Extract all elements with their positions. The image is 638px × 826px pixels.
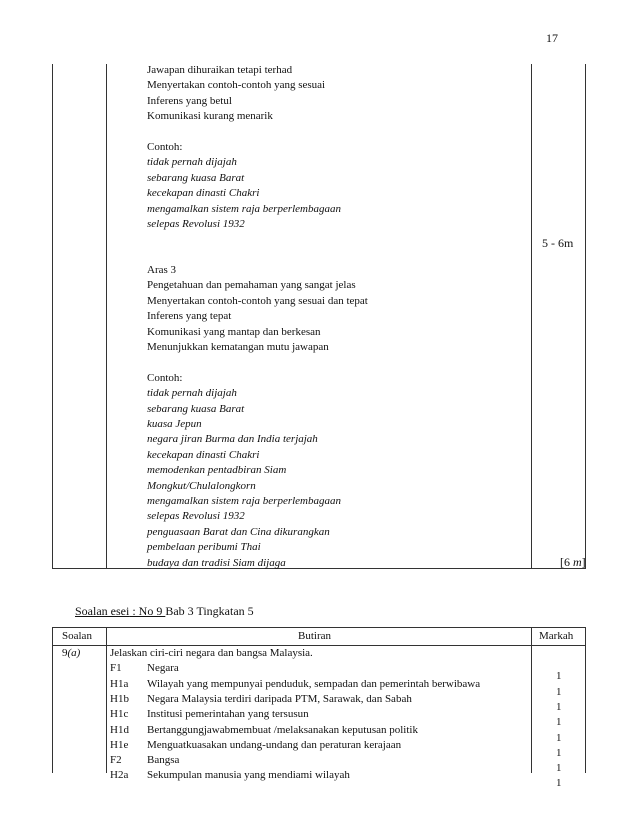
blank-line bbox=[147, 355, 368, 370]
lower-table-col-divider-1 bbox=[106, 627, 107, 773]
row-mark: 1 bbox=[556, 670, 562, 683]
content-line: Menunjukkan kematangan mutu jawapan bbox=[147, 341, 329, 354]
content-line: Jawapan dihuraikan tetapi terhad bbox=[147, 64, 293, 76]
row-text: Wilayah yang mempunyai penduduk, sempadan dan pemerintah berwibawa bbox=[147, 677, 481, 690]
content-line: Komunikasi kurang menarik bbox=[147, 110, 273, 123]
blank-line bbox=[147, 248, 368, 263]
content-line: Pengetahuan dan pemahaman yang sangat jelas bbox=[147, 279, 356, 292]
row-code: F1 bbox=[110, 662, 122, 675]
content-line: Aras 3 bbox=[147, 264, 177, 277]
question-prompt: Jelaskan ciri-ciri negara dan bangsa Malaysia. bbox=[110, 647, 313, 659]
content-line: selepas Revolusi 1932 bbox=[147, 510, 245, 523]
lower-table-left-border bbox=[52, 627, 53, 773]
mark-total-prefix: [6 bbox=[560, 555, 573, 569]
row-text: Negara Malaysia terdiri daripada PTM, Sarawak, dan Sabah bbox=[147, 692, 412, 705]
content-line: kecekapan dinasti Chakri bbox=[147, 187, 260, 200]
content-line: tidak pernah dijajah bbox=[147, 387, 237, 400]
row-mark: 1 bbox=[556, 716, 562, 729]
content-line: mengamalkan sistem raja berperlembagaan bbox=[147, 202, 342, 215]
row-text: Sekumpulan manusia yang mendiami wilayah bbox=[147, 769, 350, 782]
row-code: H1a bbox=[110, 677, 129, 690]
content-line: negara jiran Burma dan India terjajah bbox=[147, 433, 318, 446]
upper-table-right-border bbox=[585, 64, 586, 569]
lower-table-right-border bbox=[585, 627, 586, 773]
content-line: sebarang kuasa Barat bbox=[147, 171, 245, 184]
row-code: H1c bbox=[110, 708, 129, 721]
upper-table-content bbox=[147, 63, 368, 571]
content-line: budaya dan tradisi Siam dijaga bbox=[147, 556, 286, 569]
upper-table-col-divider-2 bbox=[531, 64, 532, 569]
content-line: sebarang kuasa Barat bbox=[147, 402, 245, 415]
content-line: Menyertakan contoh-contoh yang sesuai dan tepat bbox=[147, 294, 368, 307]
content-line: memodenkan pentadbiran Siam bbox=[147, 464, 287, 477]
header-butiran: Butiran bbox=[298, 630, 331, 642]
content-line: kuasa Jepun bbox=[147, 417, 202, 430]
mark-range: 5 - 6m bbox=[542, 236, 574, 250]
question-number bbox=[62, 647, 80, 659]
section-title-label: Soalan esei bbox=[75, 604, 130, 618]
content-line: tidak pernah dijajah bbox=[147, 156, 237, 169]
content-line: mengamalkan sistem raja berperlembagaan bbox=[147, 494, 342, 507]
header-soalan: Soalan bbox=[62, 630, 92, 642]
row-code: H1d bbox=[110, 723, 129, 736]
section-title bbox=[75, 604, 254, 619]
content-line: pembelaan peribumi Thai bbox=[147, 541, 261, 554]
content-line: selepas Revolusi 1932 bbox=[147, 217, 245, 230]
row-text: Bangsa bbox=[147, 754, 180, 767]
upper-table-left-border bbox=[52, 64, 53, 569]
row-code: F2 bbox=[110, 754, 122, 767]
section-title-rest: Bab 3 Tingkatan 5 bbox=[165, 604, 254, 618]
content-line: Inferens yang tepat bbox=[147, 310, 232, 323]
mark-total-suffix: ] bbox=[581, 555, 586, 569]
mark-total-unit: m bbox=[573, 555, 582, 569]
content-line: Contoh: bbox=[147, 371, 183, 384]
content-line: Komunikasi yang mantap dan berkesan bbox=[147, 325, 321, 338]
page-number: 17 bbox=[546, 31, 558, 45]
content-line: kecekapan dinasti Chakri bbox=[147, 448, 260, 461]
section-title-number: : No 9 bbox=[129, 604, 166, 618]
question-number-value: 9 bbox=[62, 647, 68, 659]
lower-table-top-border bbox=[52, 627, 586, 628]
row-mark: 1 bbox=[556, 777, 562, 790]
content-line: penguasaan Barat dan Cina dikurangkan bbox=[147, 525, 330, 538]
row-mark: 1 bbox=[556, 746, 562, 759]
blank-line bbox=[147, 232, 368, 247]
header-markah: Markah bbox=[539, 630, 574, 642]
upper-table-col-divider-1 bbox=[106, 64, 107, 569]
row-code: H1e bbox=[110, 738, 129, 751]
row-mark: 1 bbox=[556, 700, 562, 713]
content-line: Mongkut/Chulalongkorn bbox=[147, 479, 256, 492]
row-code: H1b bbox=[110, 692, 129, 705]
blank-line bbox=[147, 125, 368, 140]
lower-table-col-divider-2 bbox=[531, 627, 532, 773]
row-code: H2a bbox=[110, 769, 129, 782]
row-text: Negara bbox=[147, 662, 179, 675]
lower-table-header-border bbox=[52, 645, 586, 646]
row-text: Institusi pemerintahan yang tersusun bbox=[147, 708, 309, 721]
row-mark: 1 bbox=[556, 762, 562, 775]
row-mark: 1 bbox=[556, 731, 562, 744]
row-text: Menguatkuasakan undang-undang dan peraturan kerajaan bbox=[147, 738, 402, 751]
content-line: Inferens yang betul bbox=[147, 94, 232, 107]
content-line: Menyertakan contoh-contoh yang sesuai bbox=[147, 79, 326, 92]
content-line: Contoh: bbox=[147, 140, 183, 153]
question-part: (a) bbox=[67, 647, 81, 659]
mark-total bbox=[560, 555, 586, 570]
row-text: Bertanggungjawabmembuat /melaksanakan keputusan politik bbox=[147, 723, 418, 736]
row-mark: 1 bbox=[556, 685, 562, 698]
